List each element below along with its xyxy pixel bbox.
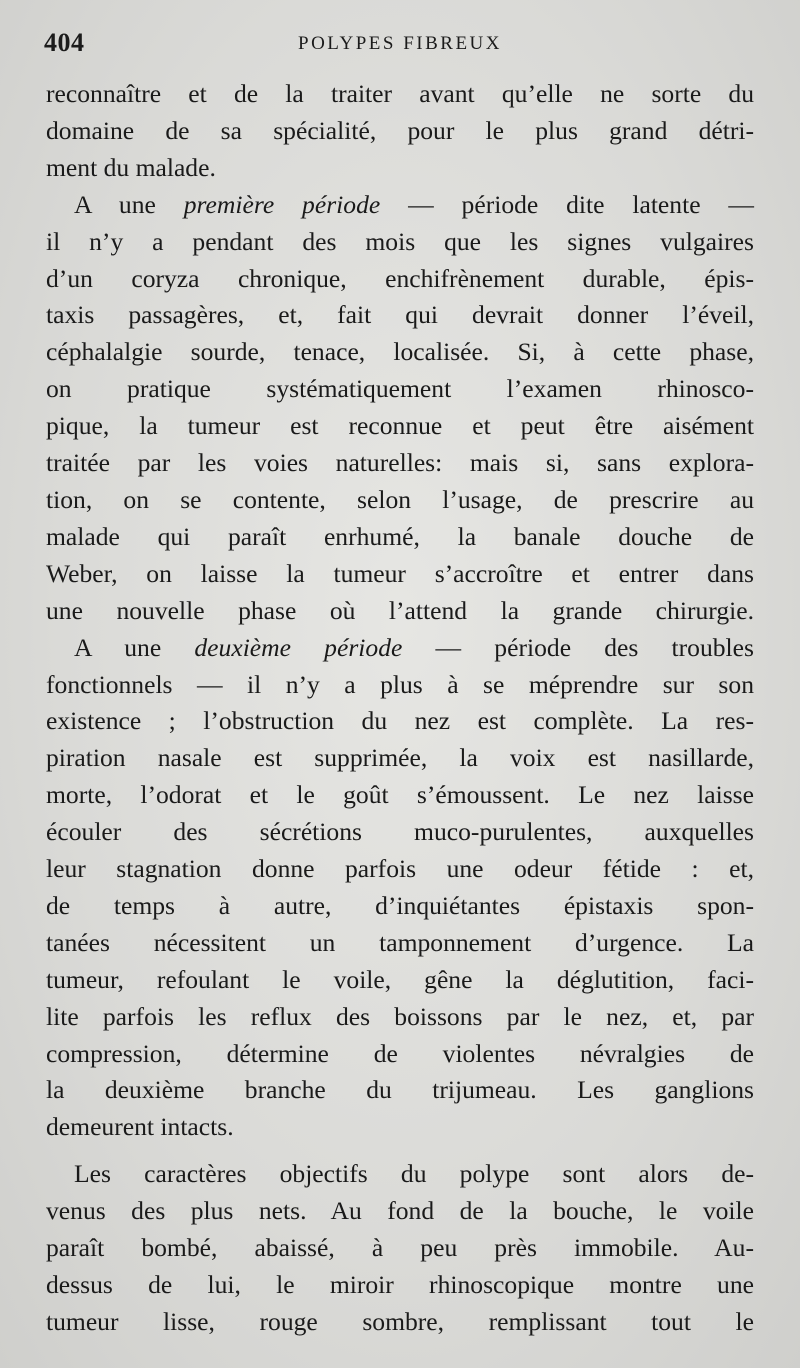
text-line: dessus de lui, le miroir rhinoscopique montre une [46,1270,754,1299]
body-text [46,76,754,1341]
text-run: A une [74,189,184,219]
text-line [46,630,754,667]
text-line: tumeur lisse, rouge sombre, remplissant tout le [46,1306,754,1336]
paragraph [46,187,754,630]
text-line: leur stagnation donne parfois une odeur fétide : et, [46,854,754,884]
text-line: Les caractères objectifs du polype sont alors de- [74,1159,754,1189]
paragraph [46,76,754,187]
text-line: écouler des sécrétions muco-purulentes, auxquelles [46,817,754,847]
text-line: reconnaître et de la traiter avant qu’elle ne sorte du [46,79,754,108]
italic-term: première période [183,189,381,219]
text-line: lite parfois les reflux des boissons par le nez, et, par [46,1001,754,1031]
text-line: demeurent intacts. [46,1112,234,1142]
text-line: Weber, on laisse la tumeur s’accroître et entrer dans [46,558,754,588]
text-line: existence ; l’obstruction du nez est complète. La res- [46,706,754,736]
text-line: pique, la tumeur est reconnue et peut être aisément [46,411,754,441]
text-line: domaine de sa spécialité, pour le plus grand détri- [46,115,754,145]
text-line: fonctionnels — il n’y a plus à se méprendre sur son [46,669,754,699]
text-line: d’un coryza chronique, enchifrènement durable, épis- [46,263,754,293]
text-line: ment du malade. [46,152,216,182]
text-line: venus des plus nets. Au fond de la bouche, le voile [46,1196,754,1226]
text-line: taxis passagères, et, fait qui devrait donner l’éveil, [46,300,754,330]
text-line: tion, on se contente, selon l’usage, de prescrire au [46,484,754,514]
text-run: — période dite latente — [380,189,754,219]
page-number: 404 [44,28,85,57]
text-line: paraît bombé, abaissé, à peu près immobile. Au- [46,1233,754,1263]
text-run: A une [74,632,195,662]
italic-term: deuxième période [194,632,403,662]
text-line: une nouvelle phase où l’attend la grande chirurgie. [46,595,754,625]
page-header [44,28,756,68]
text-line: tanées nécessitent un tamponnement d’urgence. La [46,927,754,957]
text-line: tumeur, refoulant le voile, gêne la déglutition, faci- [46,964,754,994]
text-line: piration nasale est supprimée, la voix est nasillarde, [46,743,754,773]
text-line: malade qui paraît enrhumé, la banale douche de [46,521,754,551]
paragraph [46,630,754,1147]
text-line: de temps à autre, d’inquiétantes épistaxis spon- [46,890,754,920]
text-line [46,187,754,224]
text-line: compression, détermine de violentes névralgies de [46,1038,754,1068]
text-line: il n’y a pendant des mois que les signes vulgaires [46,226,754,256]
text-line: traitée par les voies naturelles: mais si, sans explora- [46,448,754,478]
text-line: on pratique systématiquement l’examen rhinosco- [46,374,754,404]
text-line: la deuxième branche du trijumeau. Les ganglions [46,1075,754,1105]
text-line: morte, l’odorat et le goût s’émoussent. Le nez laisse [46,780,754,810]
running-head: POLYPES FIBREUX [298,33,502,54]
paragraph [46,1156,754,1341]
text-run: — période des troubles [402,632,754,662]
text-line: céphalalgie sourde, tenace, localisée. Si, à cette phase, [46,337,754,367]
